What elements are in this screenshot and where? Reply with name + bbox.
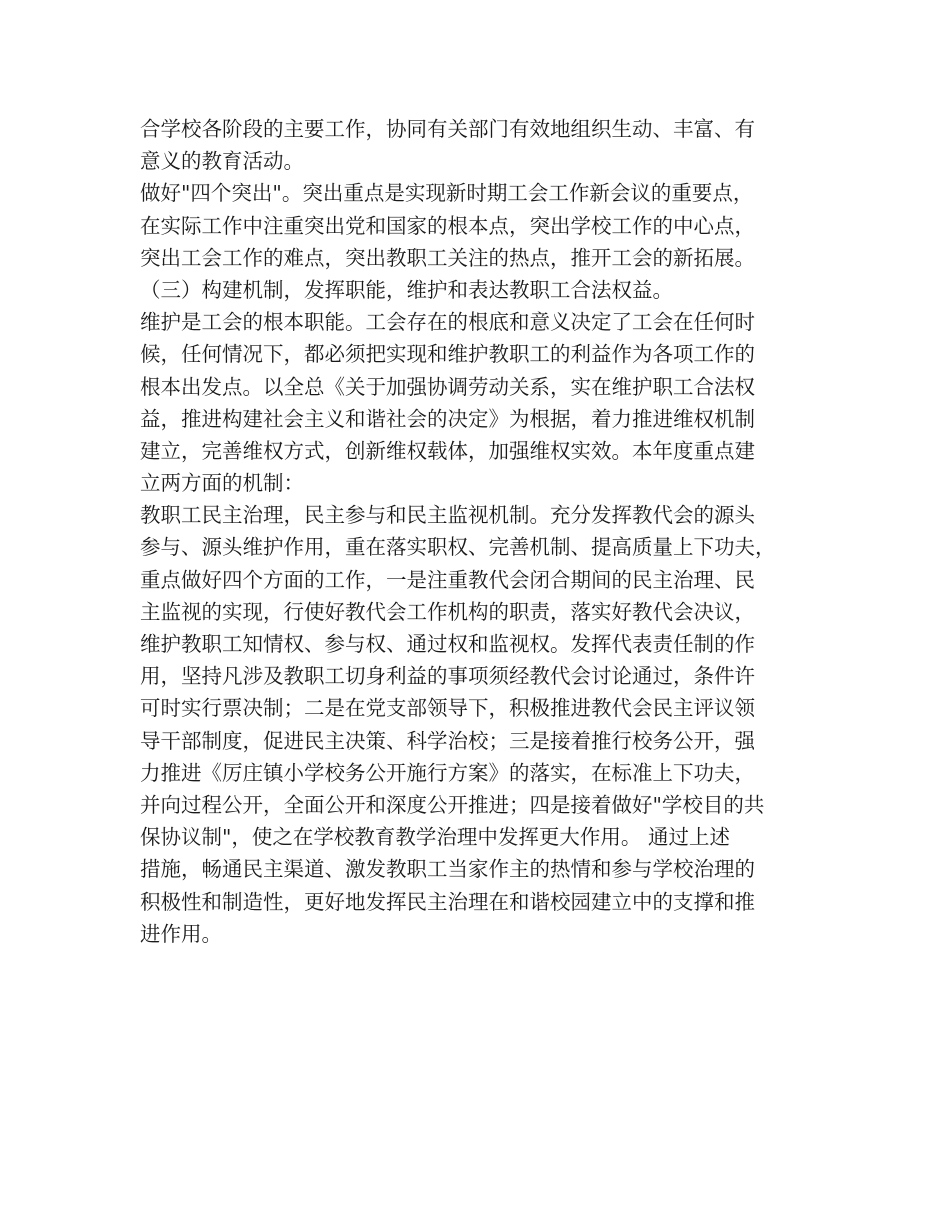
text-line: 并向过程公开，全面公开和深度公开推进；四是接着做好"学校目的共 <box>140 792 765 817</box>
text-line: 益，推进构建社会主义和谐社会的决定》为根据，着力推进维权机制 <box>140 406 755 431</box>
text-line: 重点做好四个方面的工作，一是注重教代会闭合期间的民主治理、民 <box>140 567 755 592</box>
text-line: 立两方面的机制： <box>140 471 304 496</box>
text-line: 根本出发点。以全总《关于加强协调劳动关系，实在维护职工合法权 <box>140 374 755 399</box>
text-line: 措施，畅通民主渠道、激发教职工当家作主的热情和参与学校治理的 <box>140 857 755 882</box>
text-line: 可时实行票决制；二是在党支部领导下，积极推进教代会民主评议领 <box>140 696 755 721</box>
text-line: 进作用。 <box>140 921 222 946</box>
text-line: 建立，完善维权方式，创新维权载体，加强维权实效。本年度重点建 <box>140 438 755 463</box>
text-line: 保协议制"，使之在学校教育教学治理中发挥更大作用。 通过上述 <box>140 825 730 850</box>
text-line: 力推进《厉庄镇小学校务公开施行方案》的落实，在标准上下功夫， <box>140 760 755 785</box>
text-line: 维护是工会的根本职能。工会存在的根底和意义决定了工会在任何时 <box>140 310 755 335</box>
text-line: 意义的教育活动。 <box>140 149 304 174</box>
text-line: 做好"四个突出"。突出重点是实现新时期工会工作新会议的重要点， <box>140 181 754 206</box>
text-line: 在实际工作中注重突出党和国家的根本点，突出学校工作的中心点， <box>140 213 755 238</box>
text-line: 合学校各阶段的主要工作，协同有关部门有效地组织生动、丰富、有 <box>140 117 755 141</box>
text-line: 主监视的实现，行使好教代会工作机构的职责，落实好教代会决议， <box>140 599 755 624</box>
text-line: （三）构建机制，发挥职能，维护和表达教职工合法权益。 <box>140 277 673 302</box>
text-line: 教职工民主治理，民主参与和民主监视机制。充分发挥教代会的源头 <box>140 503 755 528</box>
text-line: 导干部制度，促进民主决策、科学治校；三是接着推行校务公开，强 <box>140 728 755 753</box>
text-line: 突出工会工作的难点，突出教职工关注的热点，推开工会的新拓展。 <box>140 245 755 270</box>
text-line: 积极性和制造性，更好地发挥民主治理在和谐校园建立中的支撑和推 <box>140 889 755 914</box>
text-line: 候，任何情况下，都必须把实现和维护教职工的利益作为各项工作的 <box>140 342 755 367</box>
text-line: 用，坚持凡涉及教职工切身利益的事项须经教代会讨论通过，条件许 <box>140 664 755 689</box>
text-line: 维护教职工知情权、参与权、通过权和监视权。发挥代表责任制的作 <box>140 632 755 656</box>
document-body <box>140 113 830 950</box>
text-line: 参与、源头维护作用，重在落实职权、完善机制、提高质量上下功夫， <box>140 535 776 560</box>
